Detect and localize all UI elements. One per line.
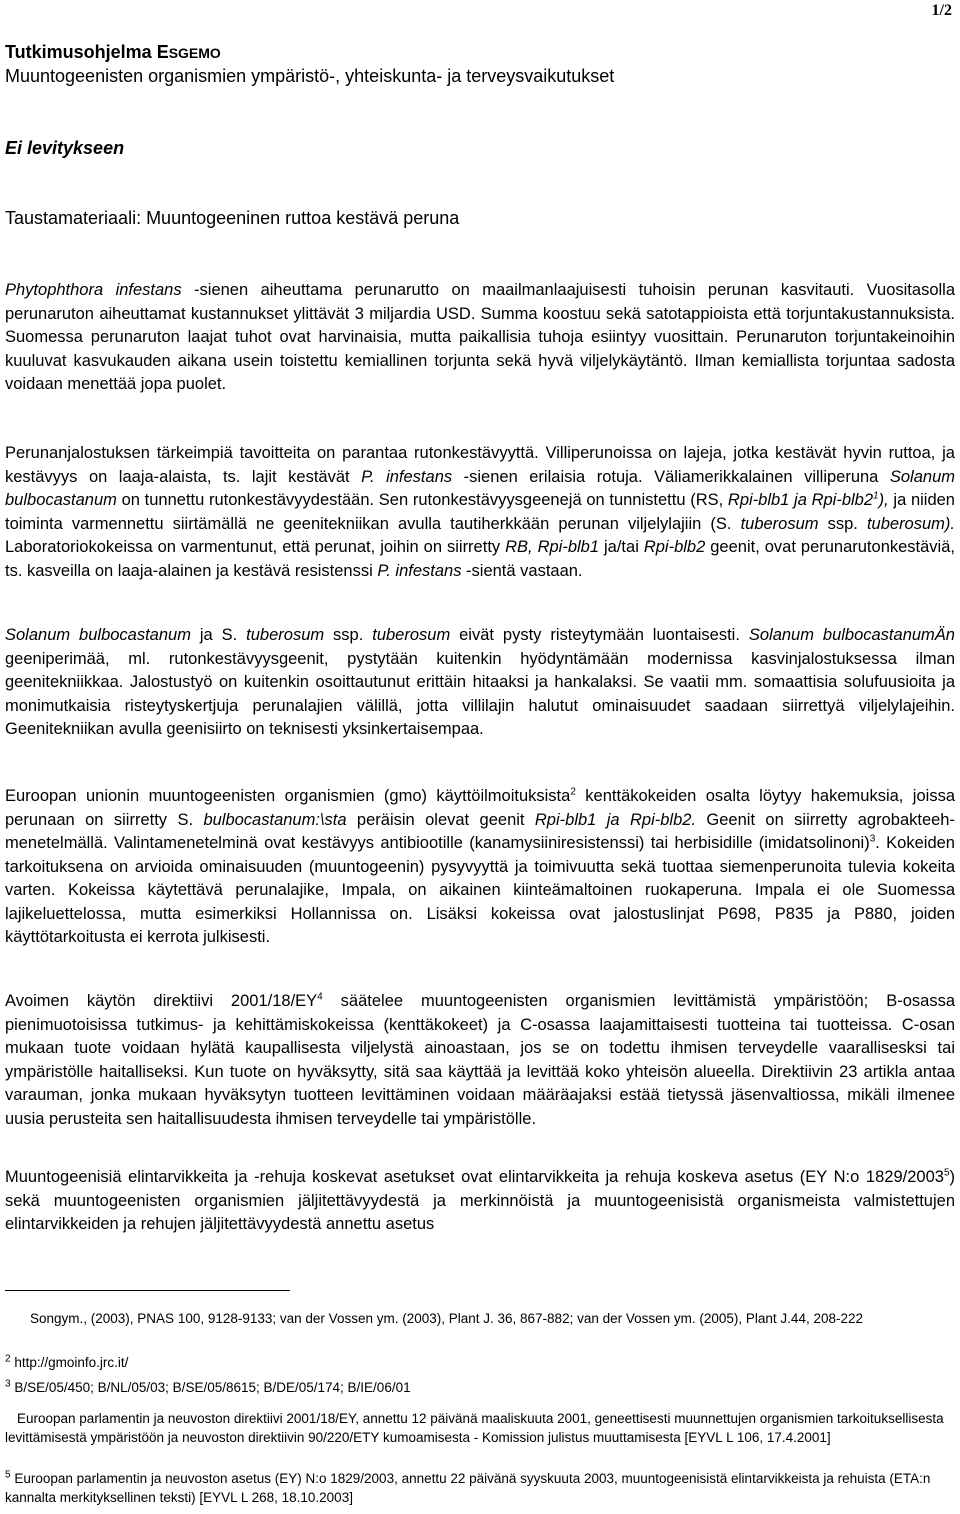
program-subtitle: Muuntogeenisten organismien ympäristö-, yhteiskunta- ja terveysvaikutukset (5, 66, 615, 86)
program-name-prefix: Tutkimusohjelma E (5, 42, 169, 62)
paragraph-6: Muuntogeenisiä elintarvikkeita ja -rehuja koskevat asetukset ovat elintarvikkeita ja rehuja koskeva asetus (EY N:o 1829/2003$^5$) sekä muuntogeenisten organismien jäljitettävyydestä ja merkinnöistä ja muuntogeenisistä organismeista valmistettujen elintarvikkeiden ja rehujen jäljitettävyydestä annettu asetus (5, 1167, 955, 1233)
footnote-4-text: Euroopan parlamentin ja neuvoston direktiivi 2001/18/EY, annettu 12 päivänä maaliskuuta 2001, geneettisesti muunnettujen organismien tarkoituksellisesta levittämisestä ympäristöön ja neuvoston direktiivin 90/220/ETY kumoamisesta - Komission julistus muuttamisesta [EYVL L 106, 17.4.2001] (5, 1411, 944, 1445)
distribution-label: Ei levitykseen (5, 138, 125, 158)
document-title: Taustamateriaali: Muuntogeeninen ruttoa kestävä peruna (5, 208, 460, 228)
program-name (5, 42, 221, 63)
paragraph-5: Avoimen käytön direktiivi $2001/18/EY^4$ säätelee muuntogeenisten organismien levittämistä ympäristöön; B-osassa pienimuotoisissa tutkimus- ja kehittämiskokeissa (kenttäkokeet) ja C-osassa laajamittaisesti tuotteina tai tuotteissa. C-osan mukaan tuote voidaan hylätä kaupallisesta viljelystä ainoastaan, jos se on todettu ihmisen terveydelle vaarallisesksi tai ympäristölle haitalliseksi. Kun tuote on hyväksytty, sitä saa käyttää ja levittää koko yhteisön alueella. Direktiivin 23 artikla antaa varauman, jonka mukaan hyväksytyn tuotteen levittäminen voidaan määräajaksi estää tietyssä jäsenvaltiossa, mikäli ilmenee uusia perusteita sen haitallisuudesta ihmisen terveydelle tai ympäristölle. (5, 991, 955, 1128)
footnote-2 (5, 1353, 955, 1372)
paragraph-3: Solanum bulbocastanum ja S. tuberosum ssp. tuberosum eivät pysty risteytymään luontaisesti. Solanum bulbocastanumÄn geeniperimää, ml. rutonkestävyysgeenit, pystytään kuitenkin hyödyntämään modernissa kasvinjalostuksessa ilman geenitekniikkaa. Jalostustyö on kuitenkin osoittautunut erittäin hitaaksi ja hankalaksi. Se vaatii mm. somaattisia solufuusioita ja monimutkaisia risteytyskertjuja perunalajien välillä, jotta villilajin halutut ominaisuudet saadaan siirrettyä viljelylajeihin. Geenitekniikan avulla geenisiirto on teknisesti yksinkertaisempaa. (5, 626, 955, 738)
paragraph-1: Phytophthora infestans -sienen aiheuttama perunarutto on maailmanlaajuisesti tuhoisin perunan kasvitauti. Vuositasolla perunaruton aiheuttamat kustannukset ylittävät 3 miljardia USD. Summa koostuu sekä satotappioista että torjuntakustannuksista. Suomessa perunaruton laajat tuhot ovat harvinaisia, mutta paikallisia tuhoja esiintyy vuosittain. Perunaruton torjuntakeinoihin kuuluvat kasvukauden aikana usein toistettu kemiallinen torjunta sekä hyvä viljelykäytäntö. Ilman kemiallista torjuntaa sadosta voidaan menettää jopa puolet. (5, 281, 956, 393)
footnote-1: Songym., (2003), PNAS 100, 9128-9133; van der Vossen ym. (2003), Plant J. 36, 867-882; van der Vossen ym. (2005), Plant J.44, 208-222 (30, 1311, 863, 1326)
footnote-3-text: B/SE/05/450; B/NL/05/03; B/SE/05/8615; B/DE/05/174; B/IE/06/01 (14, 1380, 411, 1395)
footnote-5-text: Euroopan parlamentin ja neuvoston asetus (EY) N:o 1829/2003, annettu 22 päivänä syyskuuta 2003, muuntogeenisistä elintarvikkeista ja rehuista (ETA:n kannalta merkityksellinen teksti) [EYVL L 268, 18.10.2003] (5, 1471, 931, 1505)
footnote-2-marker: 2 (5, 1353, 11, 1365)
footnote-3-marker: 3 (5, 1378, 11, 1390)
footnote-3 (5, 1378, 955, 1397)
footnote-divider (5, 1290, 290, 1291)
program-name-suffix: SGEMO (168, 45, 221, 61)
footnote-4 (5, 1409, 955, 1447)
paragraph-2: Perunanjalostuksen tärkeimpiä tavoitteita on parantaa rutonkestävyyttä. Villiperunoissa on lajeja, jotka kestävät hyvin ruttoa, ja kestävyys on laaja-alaista, ts. lajit kestävät P. infestans -sienen erilaisia rotuja. Väliamerikkalainen villiperuna Solanum bulbocastanum on tunnettu rutonkestävyydestään. Sen rutonkestävyysgeenejä on tunnistettu (RS, Rpi-blb1 ja Rpi-$blb2^1$), ja niiden toiminta varmennettu siirtämällä ne geenitekniikan avulla tautiherkkään perunan viljelylajiin (S. tuberosum ssp. tuberosum). Laboratoriokokeissa on varmentunut, että perunat, joihin on siirretty RB, Rpi-blb1 ja/tai Rpi-blb2 geenit, ovat perunarutonkestäviä, ts. kasveilla on laaja-alainen ja kestävä resistenssi P. infestans -sientä vastaan. (5, 444, 955, 580)
footnote-5-marker: 5 (5, 1469, 11, 1481)
footnote-5 (5, 1469, 955, 1507)
footnote-2-link[interactable]: http://gmoinfo.jrc.it/ (14, 1355, 129, 1370)
page-number: 1/2 (931, 2, 952, 19)
paragraph-4: Euroopan unionin muuntogeenisten organismien (gmo) käyttöilmoituksista$^2$ kenttäkokeiden osalta löytyy hakemuksia, joissa perunaan on siirretty S. bulbocastanum:\sta peräisin olevat geenit Rpi-blb1 ja Rpi-blb2. Geenit on siirretty agrobakteeh-menetelmällä. Valintamenetelminä ovat kestävyys antibiootille (kanamysiiniresistenssi) tai herbisidille (imidatsolinoni)$^3$. Kokeiden tarkoituksena on arvioida ominaisuuden (muuntogeenin) pysyvyyttä ja toimivuutta sekä tuottaa siemenperunoita tulevia kokeita varten. Kokeissa käytettävä perunalajike, Impala, on aikainen kiinteämaltoinen ruokaperuna. Impala ei ole Suomessa lajikeluettelossa, mutta esimerkiksi Hollannissa on. Lisäksi kokeissa ovat jalostuslinjat P698, P835 ja P880, joiden käyttötarkoitusta ei kerrota julkisesti. (5, 786, 955, 946)
